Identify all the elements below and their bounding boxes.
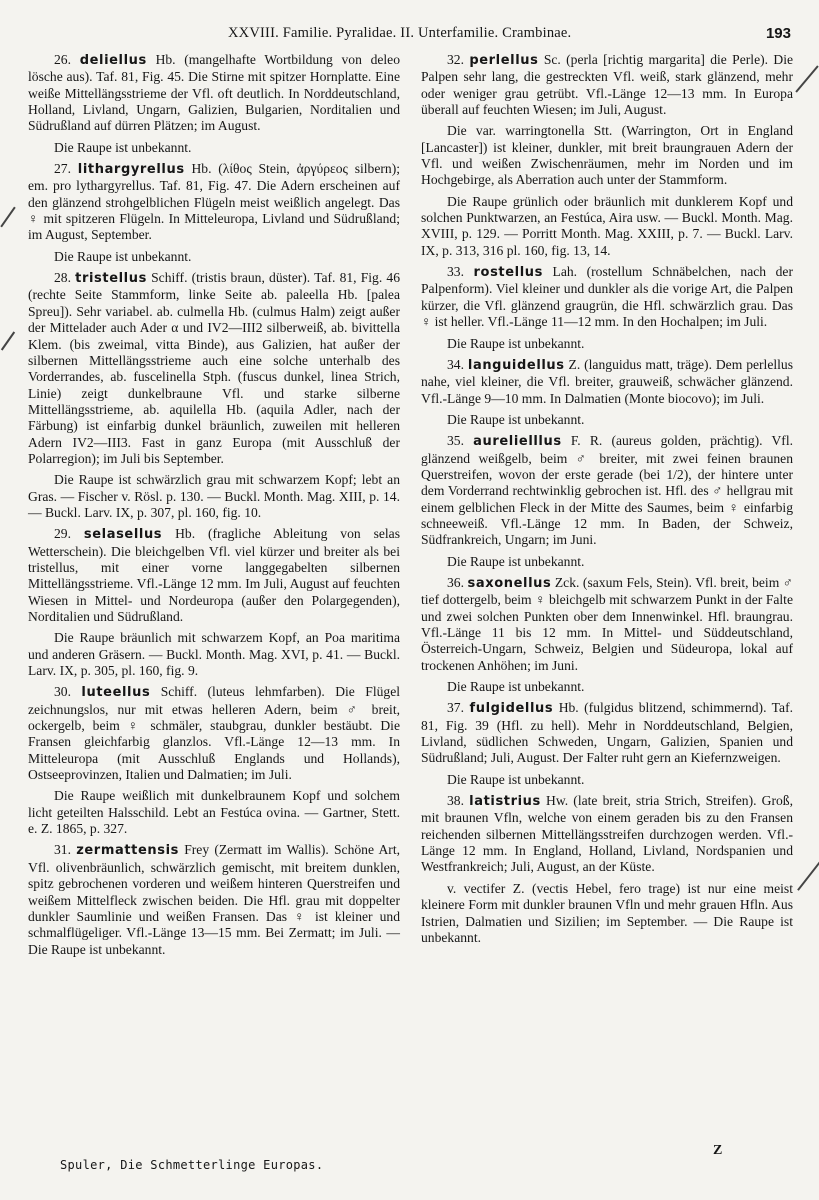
entry-number: 33. (447, 264, 474, 280)
entry-number: 34. (447, 356, 468, 372)
species-name: aurelielllus (473, 434, 562, 450)
entry-text: Die Raupe ist unbekannt. (447, 553, 585, 569)
entry-text: Hb. (fragliche Ableitung von selas Wetterschein). Die bleichgelben Vfl. viel kürzer und breiter als bei tristellus, mit einer vorne langgegabelten silbernen Mittellängsstrieme. Vfl.-Länge 12 mm. Im Juli, August auf feuchten Wiesen in Mittel- und Nordeuropa (außer den Polargegenden), Norditalien und Südrußland. (28, 526, 400, 624)
entry-text: Die var. warringtonella Stt. (Warrington, Ort in England [Lancaster]) ist kleiner, dunkler, mit breit braungrauen Adern der Vfl. und weißen Zwischenräumen, mehr im Norden und im Hochgebirge, als Aberration auch unter der Stammform. (421, 123, 793, 188)
species-entry (28, 684, 400, 783)
entry-number: 28. (54, 270, 76, 286)
entry-text: Hb. (fulgidus blitzend, schimmernd). Taf. 81, Fig. 39 (Hfl. zu hell). Mehr in Norddeutschland, Belgien, Livland, südlichen Schweden, Ungarn, Galizien, Spanien und Südrußland; Juli, August. Der Falter ruht gern an Kiefernzweigen. (421, 700, 793, 766)
species-entry (28, 472, 400, 521)
entry-text: Die Raupe ist unbekannt. (447, 771, 585, 787)
entry-number: 37. (447, 700, 470, 716)
species-name: selasellus (83, 527, 163, 543)
species-entry (28, 249, 400, 265)
entry-text: Die Raupe ist unbekannt. (447, 411, 585, 427)
page-number: 193 (765, 25, 791, 42)
entry-number: 31. (54, 842, 77, 858)
species-name: saxonellus (467, 575, 552, 591)
species-entry (28, 52, 400, 135)
entry-text: Hw. (late breit, stria Strich, Streifen). Groß, mit braunen Vfln, welche von einem geraden bis zu den Fransen reichenden silbernen Mittellängsstreifen durchzogen werden. Vfl.-Länge 12 mm. In England, Holland, Livland, Nordspanien und Westfrankreich; Juli, August, an der Küste. (421, 793, 793, 875)
species-entry (421, 52, 793, 118)
species-entry (421, 123, 793, 188)
entry-text: F. R. (aureus golden, prächtig). Vfl. glänzend weißgelb, beim ♂ breiter, mit zwei feinen braunen Querstreifen, wovon der erste gerade (bei 1/2), der hintere unter dem Vorderrand rechtwinklig gebrochen ist. Hfl. des ♂ hellgrau mit einem gelblichen Fleck in der Mitte des Saumes, beim ♀ einfarbig schneeweiß. Vfl.-Länge 12 mm. In Baden, der Schweiz, Südfrankreich, Ungarn; im Juni. (421, 433, 793, 548)
entry-number: 36. (447, 574, 468, 590)
entry-number: 29. (54, 526, 84, 542)
species-entry (421, 264, 793, 330)
species-entry (421, 700, 793, 766)
species-entry (28, 630, 400, 679)
entry-text: Schiff. (tristis braun, düster). Taf. 81, Fig. 46 (rechte Seite Stammform, linke Seite ab. paleella Hb. [palea Spreu]). Sehr variabel. ab. culmella Hb. (culmus Halm) zeigt außer der Mittelader auch Ader α und IV2—III2 silberweiß, ab. bivittella Klem. (bis zweimal, vitta Binde), aus Galizien, hat außer der silbernen Mittellängsstrieme auch eine solche unterhalb des Vorderrandes, ab. fuscelinella Stph. (fuscus dunkel, linea Strich, Linie) zeigt dunkelbraune Vfl. und starke silberne Mittellängsstrieme, ab. aquilella Hb. (aquila Adler, nach der Färbung) ist einfarbig dunkel bräunlich, zuweilen mit helleren Adern IV2—III3. Fast in ganz Europa (mit Ausschluß der Polarregion); im Juli bis September. (28, 270, 401, 466)
species-entry (421, 433, 793, 548)
entry-text: Frey (Zermatt im Wallis). Schöne Art, Vfl. olivenbräunlich, schwärzlich gemischt, mit breitem dunklen, spitz gebrochenen vorderen und weißem hinteren Querstreifen und weißem Mittelfleck zwischen beiden. Die Hfl. grau mit doppelter dunkler Saumlinie und weißen Fransen. Das ♀ ist kleiner und schmalflügeliger. Vfl.-Länge 13—15 mm. Bei Zermatt; im Juli. — Die Raupe ist unbekannt. (28, 842, 400, 957)
entry-text: Die Raupe ist unbekannt. (447, 335, 585, 351)
entry-text: Z. (languidus matt, träge). Dem perlellus nahe, viel kleiner, die Vfl. breiter, grauweiß, schwächer glänzend. Vfl.-Länge 9—10 mm. In Dalmatien (Monte biocovo); im Juli. (421, 356, 793, 406)
entry-number: 26. (54, 52, 80, 67)
entry-text: Die Raupe weißlich mit dunkelbraunem Kopf und solchem licht geteilten Halsschild. Lebt an Festúca ovina. — Gartner, Stett. e. Z. 1865, p. 327. (28, 788, 400, 837)
species-entry (421, 357, 793, 407)
species-entry (421, 679, 793, 695)
entry-text: Die Raupe ist unbekannt. (447, 679, 585, 695)
entry-text: Die Raupe ist unbekannt. (54, 248, 192, 264)
species-entry (28, 526, 400, 625)
entry-number: 30. (54, 684, 82, 700)
species-name: languidellus (467, 357, 565, 373)
species-name: deliellus (79, 53, 147, 68)
left-column (28, 52, 400, 963)
right-column (421, 52, 793, 951)
species-entry (28, 161, 400, 244)
pencil-mark (1, 331, 15, 350)
entry-text: Sc. (perla [richtig margarita] die Perle). Die Palpen sehr lang, die gestreckten Vfl. weiß, stark glänzend, mehr oder weniger grau getrübt. Vfl.-Länge 12—13 mm. In Europa überall auf feuchten Wiesen; im Juli, August. (421, 52, 793, 118)
entry-text: Hb. (λίθος Stein, ἀργύρεος silbern); em. pro lythargyrellus. Taf. 81, Fig. 47. Die Adern erscheinen auf den glänzend strohgelblichen Flügeln meist weißlich angelegt. Das ♀ mit spitzeren Flügeln. In Mitteleuropa, Livland und Südrußland; im August, September. (28, 161, 400, 243)
species-name: lithargyrellus (77, 162, 185, 178)
entry-text: Die Raupe bräunlich mit schwarzem Kopf, an Poa maritima und anderen Gräsern. — Buckl. Month. Mag. XVI, p. 41. — Buckl. Larv. IX, p. 305, pl. 160, fig. 9. (28, 630, 400, 679)
signature-mark: Z (713, 1143, 723, 1158)
species-name: fulgidellus (469, 701, 554, 717)
entry-number: 38. (447, 793, 470, 809)
entry-number: 27. (54, 161, 78, 177)
pencil-mark (795, 65, 818, 92)
species-entry (28, 842, 400, 957)
entry-text: v. vectifer Z. (vectis Hebel, fero trage) ist nur eine meist kleinere Form mit dunkler braunen Vfln und mehr grauen Hfln. Aus Istrien, Dalmatien und Sizilien; im September. — Die Raupe ist unbekannt. (421, 880, 793, 945)
entry-text: Hb. (mangelhafte Wortbildung von deleo lösche aus). Taf. 81, Fig. 45. Die Stirne mit spitzer Hornplatte. Eine weiße Mittellängsstrieme der Vfl. oft deutlich. In Norddeutschland, Holland, Livland, Ungarn, Galizien, Bulgarien, Norditalien und Südrußland auf dürren Plätzen; im August. (28, 52, 401, 134)
species-entry (421, 412, 793, 428)
species-entry (28, 788, 400, 837)
species-name: luteellus (81, 685, 151, 701)
footer-note: Spuler, Die Schmetterlinge Europas. (60, 1158, 324, 1172)
entry-number: 32. (447, 52, 470, 67)
pencil-mark (797, 861, 819, 891)
entry-text: Schiff. (luteus lehmfarben). Die Flügel zeichnungslos, nur mit etwas helleren Adern, beim ♂ breit, ockergelb, beim ♀ schmäler, staubgrau, dunkler bestäubt. Die Fransen gleichfarbig glanzlos. Vfl.-Länge 12—13 mm. In Mitteleuropa (mit Ausschluß Englands und Hollands), Ostseeprovinzen, Italien und Dalmatien; im Juli. (28, 684, 401, 783)
species-entry (421, 575, 793, 674)
pencil-mark (0, 207, 15, 228)
entry-text: Zck. (saxum Fels, Stein). Vfl. breit, beim ♂ tief dottergelb, beim ♀ bleichgelb mit schwarzem Punkt in der Falte und zwei solchen Punkten ober dem Innenwinkel. Hfl. braungrau. Vfl.-Länge 11 bis 12 mm. In Mittel- und Süddeutschland, Österreich-Ungarn, Schweiz, Belgien und Südeuropa, lokal auf trockenen Anhöhen; im Juni. (421, 574, 794, 673)
species-name: tristellus (75, 271, 147, 287)
entry-text: Die Raupe grünlich oder bräunlich mit dunklerem Kopf und solchen Punktwarzen, an Festúca, Aira usw. — Buckl. Month. Mag. XVIII, p. 129. — Porritt Month. Mag. XXIII, p. 7. — Buckl. Larv. IX, p. 313, 316 pl. 160, fig. 13, 14. (421, 193, 793, 258)
species-entry (421, 554, 793, 570)
entry-number: 35. (447, 433, 474, 449)
entry-text: Lah. (rostellum Schnäbelchen, nach der Palpenform). Viel kleiner und dunkler als die vorige Art, die Palpen kürzer, die Vfl. glänzend graugrün, die Hfl. schwärzlich grau. Das ♀ ist heller. Vfl.-Länge 11—12 mm. In den Hochalpen; im Juli. (421, 264, 793, 330)
species-name: perlellus (469, 53, 539, 68)
species-name: zermattensis (76, 843, 179, 859)
entry-text: Die Raupe ist unbekannt. (54, 139, 192, 155)
species-name: latistrius (469, 794, 541, 810)
species-entry (421, 336, 793, 352)
entry-text: Die Raupe ist schwärzlich grau mit schwarzem Kopf; lebt an Gras. — Fischer v. Rösl. p. 130. — Buckl. Month. Mag. XIII, p. 14. — Buckl. Larv. IX, p. 307, pl. 160, fig. 10. (28, 472, 400, 520)
header-title: XXVIII. Familie. Pyralidae. II. Unterfamilie. Crambinae. (228, 25, 572, 41)
species-entry (421, 194, 793, 259)
species-name: rostellus (473, 265, 543, 281)
running-header (0, 23, 819, 45)
species-entry (28, 270, 400, 467)
species-entry (421, 772, 793, 788)
species-entry (421, 793, 793, 876)
species-entry (28, 140, 400, 156)
species-entry (421, 881, 793, 946)
